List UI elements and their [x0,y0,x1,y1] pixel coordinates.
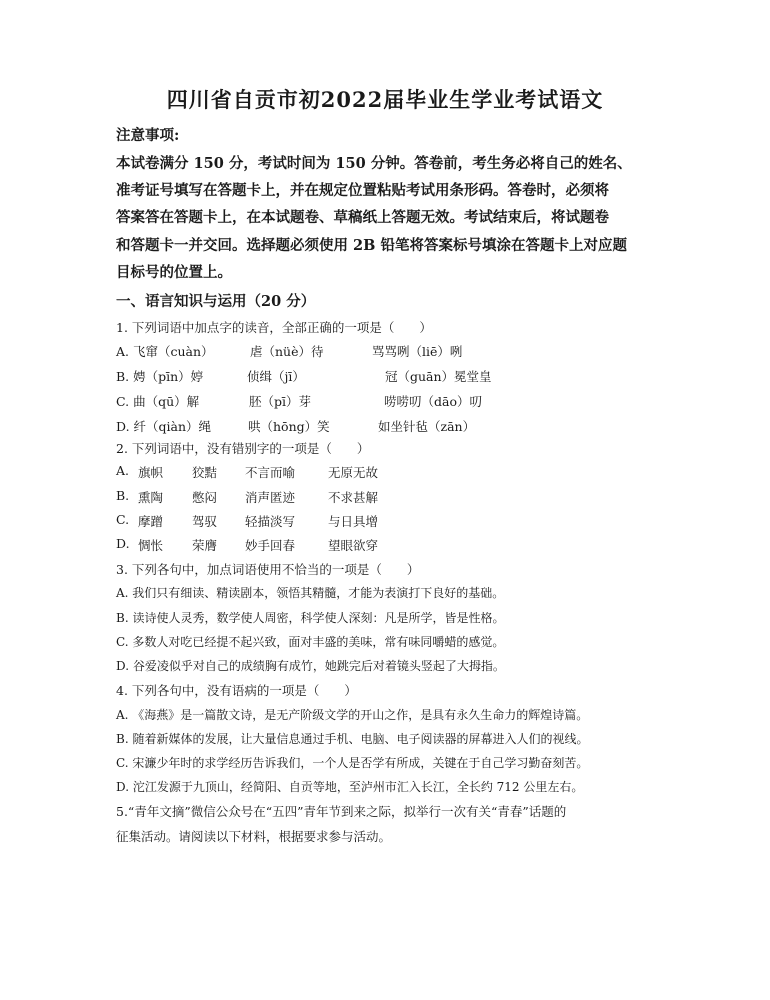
exam-title: 四川省自贡市初2022届毕业生学业考试语文 [166,87,604,112]
question-stem: 4. 下列各句中，没有语病的一项是（ ） [116,683,357,698]
option-item: 虐（nüè）待 [250,344,324,359]
notice-heading: 注意事项: [116,127,180,144]
option-item: B. 读诗使人灵秀，数学使人周密，科学使人深刻：凡是所学，皆是性格。 [116,611,505,625]
option-item: 荣膺 [192,538,218,553]
option-item: B. 娉（pīn）婷 [116,369,204,384]
option-item: D. 沱江发源于九顶山，经简阳、自贡等地，至泸州市汇入长江，全长约 712 公里左右。 [116,780,584,794]
option-item: 熏陶 [138,490,164,505]
option-item: 旗帜 [138,465,164,480]
option-letter: A. [116,463,130,478]
option-item: 侦缉（jī） [247,369,305,384]
option-item: 不言而喻 [245,465,296,480]
option-item: C. 曲（qū）解 [116,394,200,409]
option-letter: C. [116,512,130,527]
option-item: D. 纤（qiàn）绳 [116,419,212,434]
option-item: 妙手回春 [245,538,296,553]
option-letter: D. [116,536,130,551]
option-item: 哄（hōng）笑 [248,419,330,434]
option-item: 如坐针毡（zān） [378,419,476,434]
option-item: 惆怅 [138,538,164,553]
option-item: B. 随着新媒体的发展，让大量信息通过手机、电脑、电子阅读器的屏幕进入人们的视线。 [116,732,589,746]
option-letter: B. [116,488,130,503]
notice-line: 答案答在答题卡上，在本试题卷、草稿纸上答题无效。考试结束后，将试题卷 [116,209,609,226]
option-item: A. 我们只有细读、精读剧本，领悟其精髓，才能为表演打下良好的基础。 [116,586,505,600]
notice-line: 准考证号填写在答题卡上，并在规定位置粘贴考试用条形码。答卷时，必须将 [116,182,609,199]
option-item: 冠（guān）冕堂皇 [385,369,492,384]
option-item: 与日具增 [328,514,379,529]
option-item: 狡黠 [192,465,218,480]
option-item: 望眼欲穿 [328,538,379,553]
question-stem: 5.“青年文摘”微信公众号在“五四”青年节到来之际，拟举行一次有关“青春”话题的 [116,804,567,819]
notice-line: 和答题卡一并交回。选择题必须使用 2B 铅笔将答案标号填涂在答题卡上对应题 [116,237,627,254]
option-item: 无原无故 [328,465,379,480]
question-stem: 3. 下列各句中，加点词语使用不恰当的一项是（ ） [116,562,420,577]
notice-line: 目标号的位置上。 [116,264,232,281]
option-item: 骂骂咧（liē）咧 [372,344,463,359]
notice-line: 本试卷满分 150 分，考试时间为 150 分钟。答卷前，考生务必将自己的姓名、 [116,155,632,172]
option-item: C. 宋濂少年时的求学经历告诉我们，一个人是否学有所成，关键在于自己学习勤奋刻苦。 [116,756,589,770]
option-item: 轻描淡写 [245,514,296,529]
option-item: 摩蹭 [138,514,164,529]
option-item: 胚（pī）芽 [249,394,311,409]
option-item: D. 谷爱凌似乎对自己的成绩胸有成竹，她跳完后对着镜头竖起了大拇指。 [116,659,505,673]
question-stem: 1. 下列词语中加点字的读音，全部正确的一项是（ ） [116,320,432,335]
option-item: 不求甚解 [328,490,379,505]
section-heading: 一、语言知识与运用（20 分） [116,293,316,310]
option-item: 憋闷 [192,490,218,505]
question-stem: 2. 下列词语中，没有错别字的一项是（ ） [116,441,370,456]
option-item: 驾驭 [192,514,218,529]
option-item: 消声匿迹 [245,490,296,505]
option-item: C. 多数人对吃已经提不起兴致，面对丰盛的美味，常有味同嚼蜡的感觉。 [116,635,505,649]
option-item: A. 《海燕》是一篇散文诗，是无产阶级文学的开山之作，是具有永久生命力的辉煌诗篇。 [116,708,589,722]
option-item: A. 飞窜（cuàn） [116,344,214,359]
question-stem: 征集活动。请阅读以下材料，根据要求参与活动。 [116,829,392,844]
option-item: 唠唠叨（dāo）叨 [384,394,482,409]
